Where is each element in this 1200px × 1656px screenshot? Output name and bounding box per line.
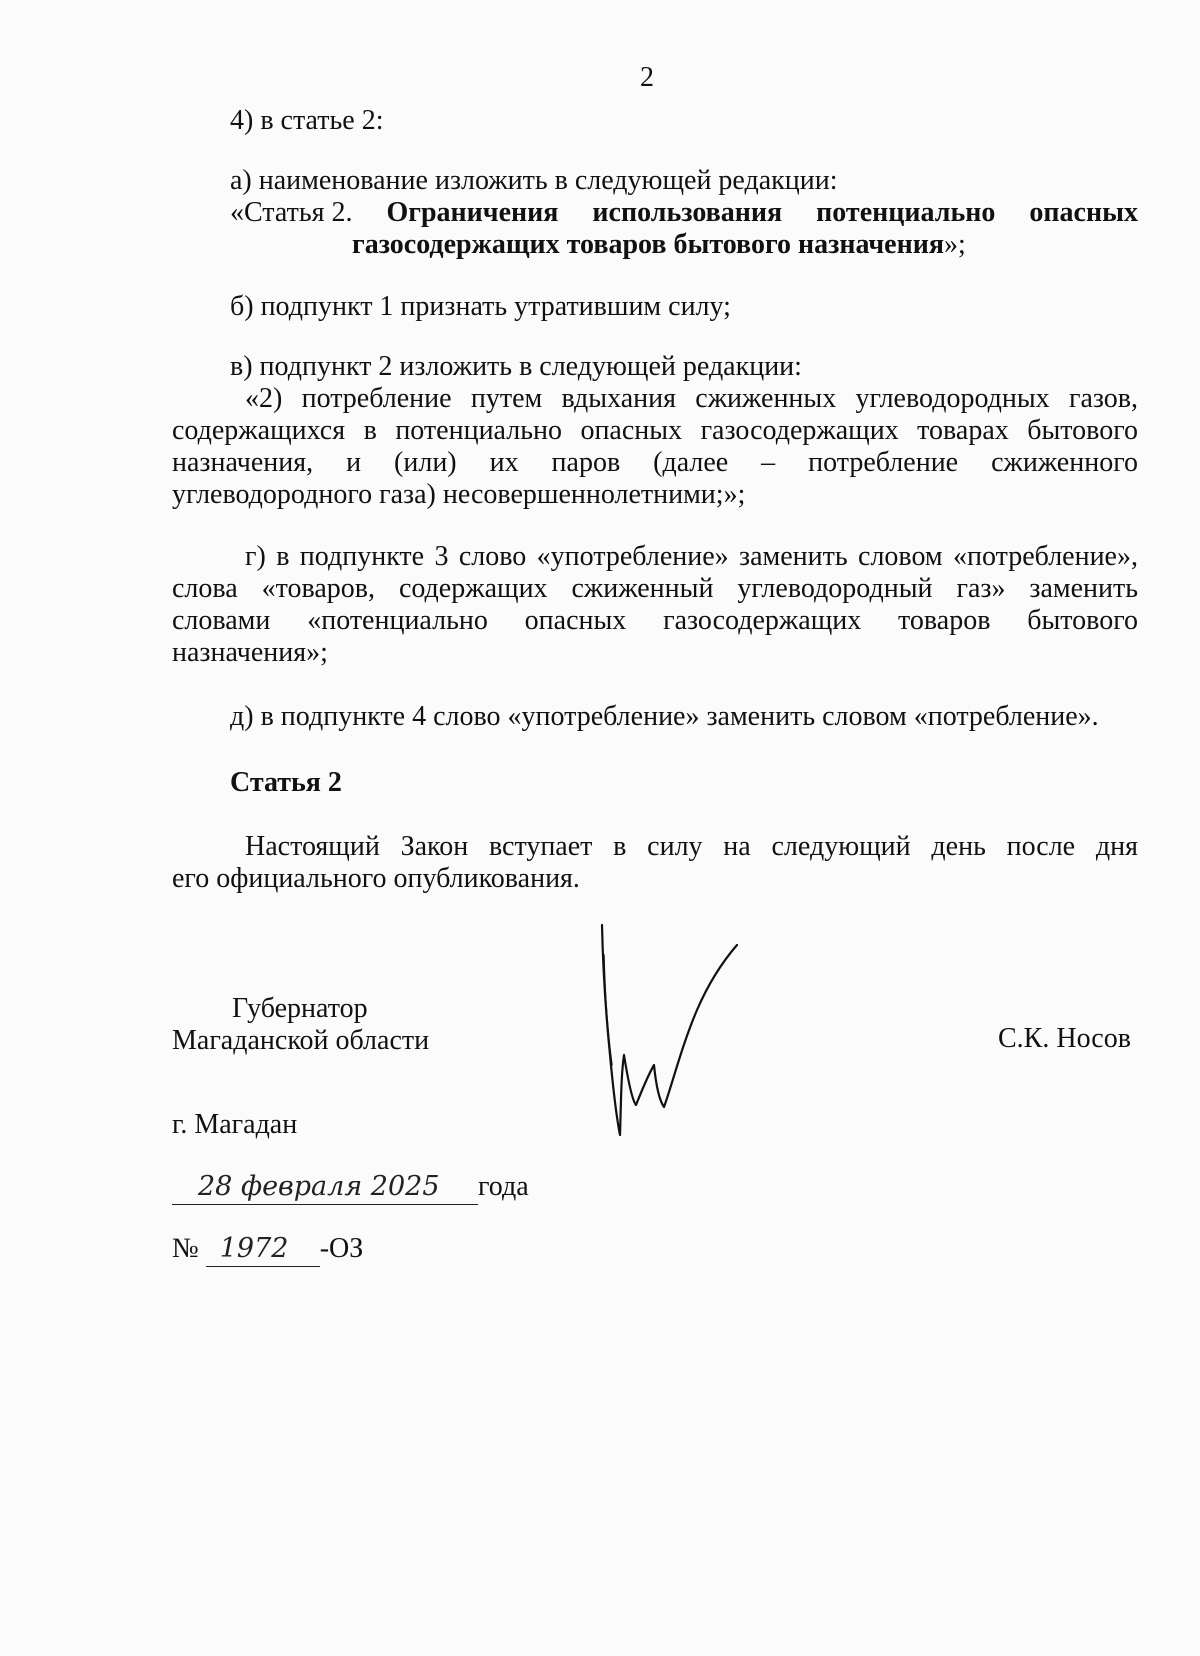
signatory-name: С.К. Носов — [998, 1023, 1131, 1054]
item-d: д) в подпункте 4 слово «употребление» заменить словом «потребление». — [230, 701, 1099, 732]
article-title-prefix: «Статья 2. — [230, 197, 353, 228]
law-number-line — [172, 1232, 363, 1267]
article-2-text-line2: его официального опубликования. — [172, 863, 580, 894]
article-title-word: потенциально — [816, 197, 996, 228]
item-v-quote-line3: назначения, и (или) их паров (далее – потребление сжиженного — [172, 447, 1138, 478]
law-number-suffix: -ОЗ — [319, 1233, 364, 1264]
article-2-heading: Статья 2 — [230, 767, 342, 798]
date-line — [172, 1170, 529, 1205]
article-title-line2 — [352, 228, 966, 262]
item-4-intro: 4) в статье 2: — [230, 105, 384, 136]
item-g-line1: г) в подпункте 3 слово «употребление» заменить словом «потребление», — [245, 541, 1138, 572]
article-2-text-line1: Настоящий Закон вступает в силу на следующий день после дня — [245, 831, 1138, 862]
date-handwritten: 28 февраля 2025 — [198, 1171, 440, 1202]
article-title-word: Ограничения — [386, 197, 559, 228]
item-g-line3: словами «потенциально опасных газосодержащих товаров бытового — [172, 605, 1138, 636]
law-number-handwritten: 1972 — [219, 1233, 289, 1264]
article-title-word: использования — [592, 197, 783, 228]
signatory-title-line2: Магаданской области — [172, 1025, 430, 1056]
item-g-line4: назначения»; — [172, 637, 328, 668]
page-number: 2 — [640, 62, 654, 93]
signatory-title-line1: Губернатор — [232, 993, 368, 1024]
item-v-quote-line1: «2) потребление путем вдыхания сжиженных углеводородных газов, — [245, 383, 1138, 414]
signature-mark — [592, 915, 812, 1145]
item-v-quote-line4: углеводородного газа) несовершеннолетними;»; — [172, 479, 746, 510]
item-a: а) наименование изложить в следующей редакции: — [230, 165, 838, 196]
article-title-word: опасных — [1029, 197, 1138, 228]
article-title-line1 — [230, 196, 1138, 230]
item-g-line2: слова «товаров, содержащих сжиженный углеводородный газ» заменить — [172, 573, 1138, 604]
item-v: в) подпункт 2 изложить в следующей редакции: — [230, 351, 802, 382]
law-number-prefix: № — [172, 1233, 199, 1264]
item-v-quote-line2: содержащихся в потенциально опасных газосодержащих товарах бытового — [172, 415, 1138, 446]
date-suffix: года — [478, 1171, 529, 1202]
article-title-bold: газосодержащих товаров бытового назначения — [352, 229, 944, 260]
article-title-tail: »; — [944, 229, 966, 260]
item-b: б) подпункт 1 признать утратившим силу; — [230, 291, 731, 322]
place: г. Магадан — [172, 1109, 298, 1140]
